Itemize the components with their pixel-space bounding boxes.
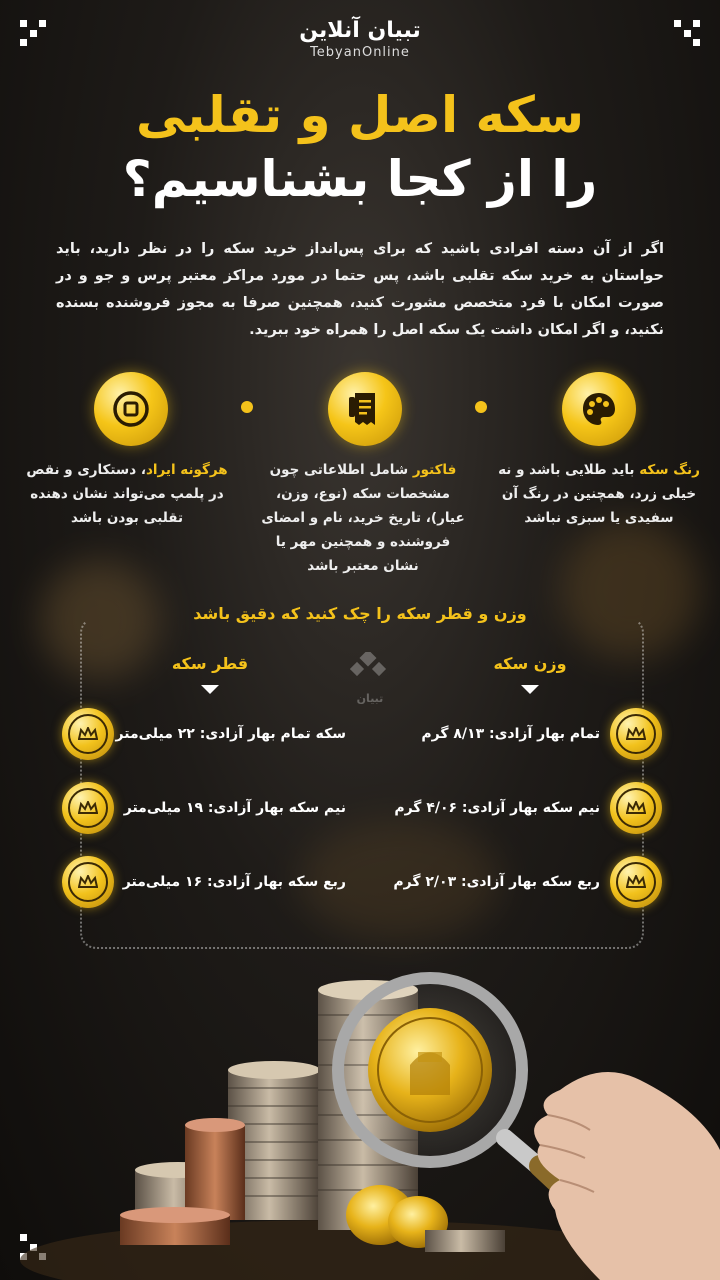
title-line-2: را از کجا بشناسیم؟ <box>122 150 598 208</box>
diameter-row-half: نیم سکه بهار آزادی: ۱۹ میلی‌متر <box>123 800 346 816</box>
intro-paragraph: اگر از آن دسته افرادی باشید که برای پس‌انداز خرید سکه را در نظر دارید، باید حواستان به خرید سکه تقلبی باشد، پس حتما در مورد مراکز معتبر پرس و جو و در صورت امکان با فرد متخصص مشورت کنید، همچنین صرفا به مجوز فروشنده بسنده نکنید، و اگر امکان داشت یک سکه اصل را همراه خود ببرید. <box>56 241 664 338</box>
weight-row-full: تمام بهار آزادی: ۸/۱۳ گرم <box>421 726 600 742</box>
brand-name-fa: تبیان آنلاین <box>299 18 421 43</box>
watermark-logo <box>340 652 400 705</box>
tip-defect-highlight: هرگونه ایراد <box>145 462 228 478</box>
coin-crown-icon <box>62 708 114 760</box>
separator-dot <box>241 401 253 413</box>
check-section-title: وزن و قطر سکه را چک کنید که دقیق باشد <box>193 604 527 623</box>
coin-square-icon <box>94 372 168 446</box>
palette-icon <box>562 372 636 446</box>
coin-crown-icon <box>610 856 662 908</box>
coin-crown-icon <box>62 856 114 908</box>
tip-color-text <box>494 458 704 530</box>
brand-name-en: TebyanOnline <box>310 45 410 60</box>
tip-color-body: باید طلایی باشد و نه خیلی زرد، همچنین در رنگ آن سفیدی یا سبزی نباشد <box>498 462 697 526</box>
diameter-row-full: سکه تمام بهار آزادی: ۲۲ میلی‌متر <box>115 726 346 742</box>
diameter-header-arrow-icon <box>201 685 219 694</box>
brand-logo <box>0 18 720 60</box>
coins-magnifier-illustration <box>0 960 720 1280</box>
coin-crown-icon <box>610 782 662 834</box>
weight-header: وزن سکه <box>493 654 567 673</box>
coin-crown-icon <box>62 782 114 834</box>
receipt-icon <box>328 372 402 446</box>
tip-color-highlight: رنگ سکه <box>639 462 700 478</box>
title-line-1: سکه اصل و تقلبی <box>135 86 585 144</box>
diameter-header: قطر سکه <box>171 654 249 673</box>
weight-row-quarter: ربع سکه بهار آزادی: ۲/۰۳ گرم <box>393 874 600 890</box>
separator-dot <box>475 401 487 413</box>
weight-row-half: نیم سکه بهار آزادی: ۴/۰۶ گرم <box>394 800 600 816</box>
watermark-text: تبیان <box>356 692 384 705</box>
tip-invoice-text <box>258 458 468 578</box>
tip-invoice-body: شامل اطلاعاتی چون مشخصات سکه (نوع، وزن، عیار)، تاریخ خرید، نام و امضای فروشنده و همچنین مهر یا نشان معتبر باشد <box>261 462 465 574</box>
tip-defect-body: ، دستکاری و نقص در پلمپ می‌تواند نشان دهنده تقلبی بودن باشد <box>26 462 224 526</box>
tip-defect-text <box>22 458 232 530</box>
weight-header-arrow-icon <box>521 685 539 694</box>
diameter-row-quarter: ربع سکه بهار آزادی: ۱۶ میلی‌متر <box>122 874 346 890</box>
tip-invoice-highlight: فاکتور <box>412 462 457 478</box>
coin-crown-icon <box>610 708 662 760</box>
